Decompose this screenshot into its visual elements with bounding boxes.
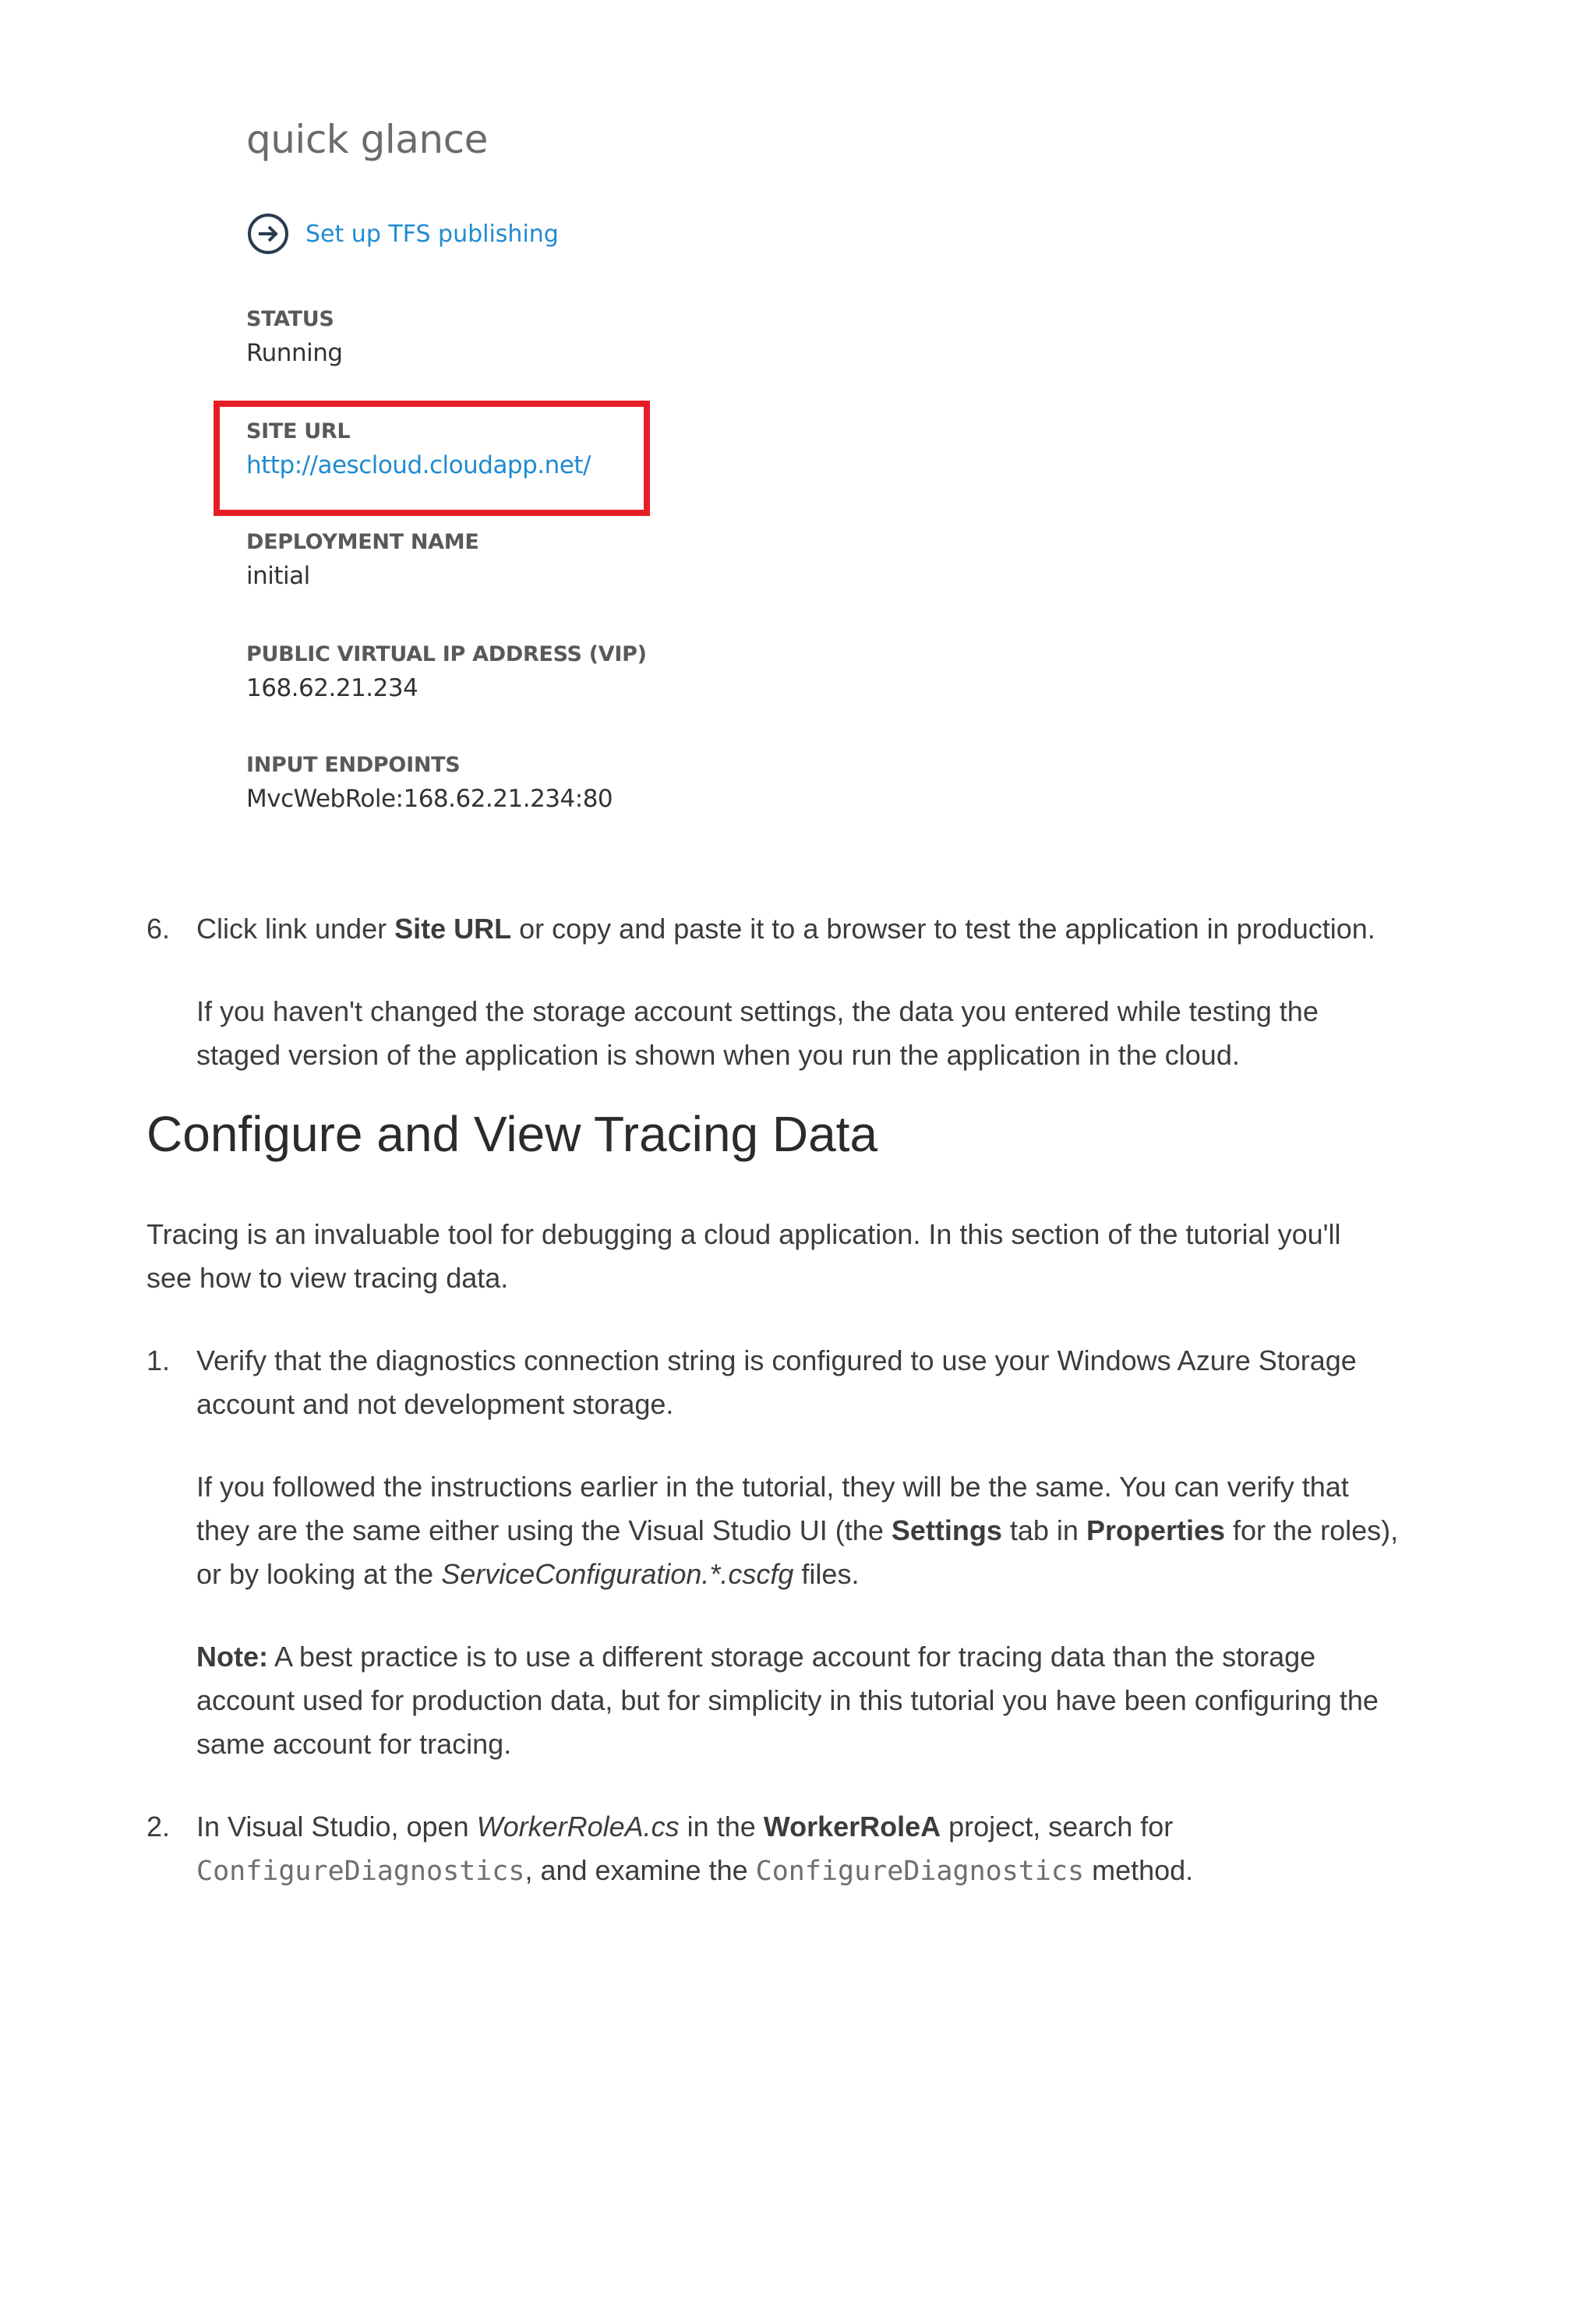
cscfg-filename: ServiceConfiguration.*.cscfg xyxy=(441,1558,794,1590)
step-2-number: 2. xyxy=(147,1811,171,1842)
input-endpoints-label: INPUT ENDPOINTS xyxy=(246,753,461,777)
deployment-name-field xyxy=(246,530,478,590)
step-1-number: 1. xyxy=(147,1344,171,1376)
properties-bold: Properties xyxy=(1086,1514,1226,1546)
configure-diagnostics-code: ConfigureDiagnostics xyxy=(196,1856,525,1887)
step-1-note: Note: A best practice is to use a different storage account for tracing data than the storage account used for production data, but for simplicity in this tutorial you have been configuring the same account for tracing. xyxy=(196,1641,1379,1760)
tfs-publishing-link[interactable] xyxy=(246,210,559,257)
vip-value: 168.62.21.234 xyxy=(246,674,418,702)
input-endpoints-value: MvcWebRole:168.62.21.234:80 xyxy=(246,785,613,813)
tfs-publishing-link-text[interactable]: Set up TFS publishing xyxy=(305,220,559,248)
site-url-label: SITE URL xyxy=(246,419,351,443)
configure-diagnostics-method-code: ConfigureDiagnostics xyxy=(755,1856,1085,1887)
workerrolea-bold: WorkerRoleA xyxy=(763,1811,941,1842)
step-6-paragraph: If you haven't changed the storage account settings, the data you entered while testing the staged version of the application is shown when you run the application in the cloud. xyxy=(196,995,1319,1071)
status-value: Running xyxy=(246,339,343,367)
arrow-circle-icon xyxy=(246,212,290,256)
section-intro: Tracing is an invaluable tool for debugging a cloud application. In this section of the tutorial you'll see how to view tracing data. xyxy=(147,1218,1341,1294)
step-1-text: Verify that the diagnostics connection string is configured to use your Windows Azure Storage account and not development storage. xyxy=(196,1344,1357,1420)
step-6-number: 6. xyxy=(147,913,171,945)
site-url-bold: Site URL xyxy=(394,913,512,945)
step-1-paragraph: If you followed the instructions earlier in the tutorial, they will be the same. You can verify that they are the same either using the Visual Studio UI (the Settings tab in Properties for the roles), or by looking at the ServiceConfiguration.*.cscfg files. xyxy=(196,1471,1399,1590)
step-6-text: Click link under Site URL or copy and paste it to a browser to test the application in production. xyxy=(196,913,1375,945)
step-2-text: In Visual Studio, open WorkerRoleA.cs in the WorkerRoleA project, search for ConfigureDiagnostics, and examine the ConfigureDiagnostics method. xyxy=(196,1811,1194,1887)
quick-glance-title: quick glance xyxy=(246,117,488,162)
section-heading: Configure and View Tracing Data xyxy=(147,1106,878,1162)
input-endpoints-field xyxy=(246,753,613,813)
status-label: STATUS xyxy=(246,307,334,331)
vip-label: PUBLIC VIRTUAL IP ADDRESS (VIP) xyxy=(246,642,647,666)
deployment-name-label: DEPLOYMENT NAME xyxy=(246,530,479,554)
site-url-highlight-box xyxy=(214,401,650,516)
note-label: Note: xyxy=(196,1641,268,1673)
status-field xyxy=(246,307,343,367)
vip-field xyxy=(246,642,647,702)
deployment-name-value: initial xyxy=(246,562,310,590)
workerrolea-cs-filename: WorkerRoleA.cs xyxy=(476,1811,680,1842)
settings-bold: Settings xyxy=(891,1514,1002,1546)
site-url-link[interactable]: http://aescloud.cloudapp.net/ xyxy=(246,451,591,479)
